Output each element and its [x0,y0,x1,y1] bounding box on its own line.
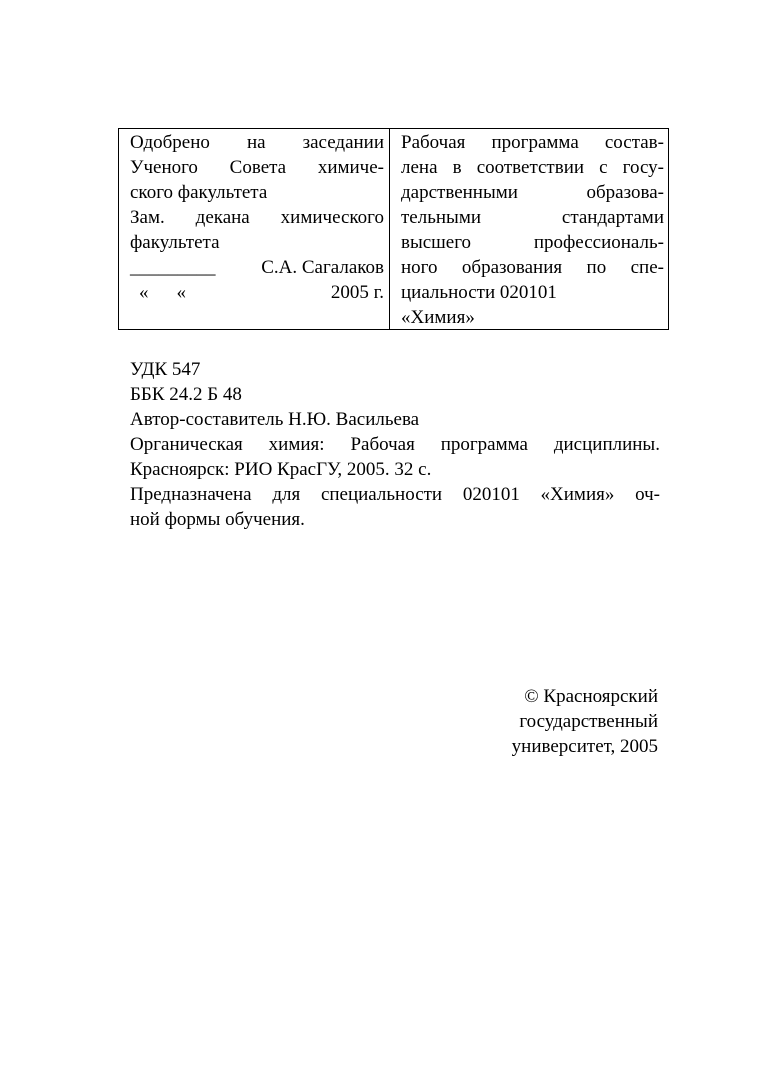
word: программа [440,434,528,455]
word: дисциплины. [553,434,660,455]
word: Рабочая [350,434,415,455]
copyright-line-1: © Красноярский [524,686,658,707]
approval-left-line-2 [130,155,384,180]
approval-left-line-4 [130,205,384,230]
word: программа [491,132,579,153]
signatory-name: С.А. Сагалаков [261,257,384,278]
copyright-line-2: государственный [519,711,658,732]
word: госу- [622,157,664,178]
approval-date-row [130,280,384,305]
approval-left-line-5 [130,230,384,255]
word: ной формы обучения. [130,509,305,530]
copyright-block [512,684,658,759]
word: химического [280,207,384,228]
word: образования [461,257,563,278]
word: циальности 020101 [401,282,557,303]
word: Предназначена [130,484,252,505]
approval-cell-right [390,129,668,329]
word: 020101 [462,484,520,505]
author-line: Автор-составитель Н.Ю. Васильева [130,409,420,430]
program-line-5 [401,230,664,255]
word: по [586,257,607,278]
purpose-line-1 [130,482,660,507]
udk-code: УДК 547 [130,359,201,380]
word: Органическая [130,434,243,455]
word: факультета [130,232,220,253]
word: ного [401,257,438,278]
approval-left-line-1 [130,130,384,155]
word: на [246,132,266,153]
bibliographic-block [130,357,660,532]
bbk-code: ББК 24.2 Б 48 [130,384,242,405]
word: высшего [401,232,472,253]
program-line-4 [401,205,664,230]
date-close-quote: « [176,282,186,303]
word: химия: [268,434,325,455]
word: дарственными [401,182,518,203]
word: химиче- [317,157,384,178]
word: для [272,484,301,505]
word: Зам. [130,207,165,228]
word: соответствии [476,157,585,178]
word: Совета [229,157,287,178]
word: стандартами [561,207,664,228]
program-line-3 [401,180,664,205]
word: «Химия» [540,484,615,505]
date-year: 2005 г. [330,282,384,303]
word: лена [401,157,438,178]
word: «Химия» [401,307,475,328]
word: в [452,157,462,178]
title-line-1 [130,432,660,457]
program-line-2 [401,155,664,180]
word: профессиональ- [533,232,664,253]
word: тельными [401,207,482,228]
signature-blank: _________ [130,257,216,278]
word: спе- [630,257,664,278]
word: с [599,157,608,178]
word: заседании [302,132,384,153]
copyright-line-3: университет, 2005 [511,736,658,757]
word: декана [195,207,250,228]
word: образова- [586,182,664,203]
approval-table [118,128,669,330]
program-line-6 [401,255,664,280]
program-line-7 [401,280,664,305]
signature-row [130,255,384,280]
program-line-1 [401,130,664,155]
word: Рабочая [401,132,466,153]
title-line-2 [130,457,660,482]
approval-cell-left [119,129,390,329]
word: Одобрено [130,132,210,153]
approval-left-line-3 [130,180,384,205]
purpose-line-2 [130,507,660,532]
word: состав- [604,132,664,153]
word: Ученого [130,157,198,178]
word: ского факультета [130,182,268,203]
word: оч- [635,484,660,505]
date-open-quote: « [139,282,149,303]
program-line-8 [401,305,664,330]
word: специальности [320,484,443,505]
word: Красноярск: РИО КрасГУ, 2005. 32 с. [130,459,432,480]
